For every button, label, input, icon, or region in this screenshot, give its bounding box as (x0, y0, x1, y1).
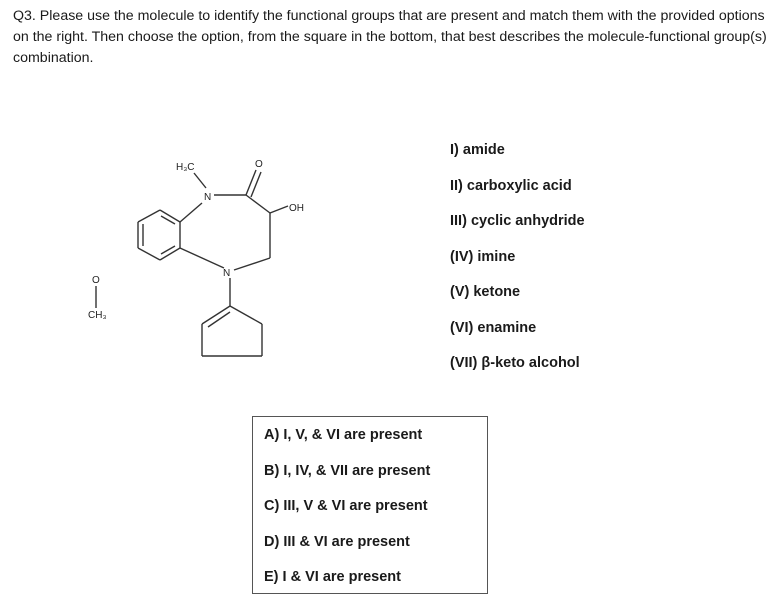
answer-choice-b[interactable]: B) I, IV, & VII are present (264, 462, 431, 479)
option-item: (VII) β-keto alcohol (450, 355, 580, 371)
option-item: (IV) imine (450, 248, 516, 265)
nitrogen-label: N (204, 192, 212, 203)
functional-group-options (450, 139, 585, 388)
option-item: II) carboxylic acid (450, 177, 572, 194)
ketone-oxygen-label: O (255, 159, 263, 170)
answer-choice-a[interactable]: A) I, V, & VI are present (264, 427, 423, 443)
nitrogen-label: N (223, 268, 231, 279)
methoxy-methyl-label: CH₃ (88, 310, 107, 321)
answer-choice-e[interactable]: E) I & VI are present (264, 569, 401, 585)
methoxy-oxygen-label: O (92, 275, 100, 286)
option-item: (V) ketone (450, 284, 521, 300)
option-item: (VI) enamine (450, 319, 537, 336)
methyl-label: H₃C (176, 162, 195, 173)
option-item: I) amide (450, 142, 505, 158)
hydroxyl-label: OH (289, 203, 304, 214)
option-item: III) cyclic anhydride (450, 213, 585, 229)
question-text: Q3. Please use the molecule to identify the functional groups that are present and match them with the provided options on the right. Then choose the option, from the square in the bottom, that best describes the molecule-functional group(s) combination. (13, 8, 767, 66)
answer-choices-box (252, 416, 488, 594)
molecule-structure (70, 140, 304, 370)
answer-choice-d[interactable]: D) III & VI are present (264, 533, 410, 550)
answer-choice-c[interactable]: C) III, V & VI are present (264, 498, 428, 514)
